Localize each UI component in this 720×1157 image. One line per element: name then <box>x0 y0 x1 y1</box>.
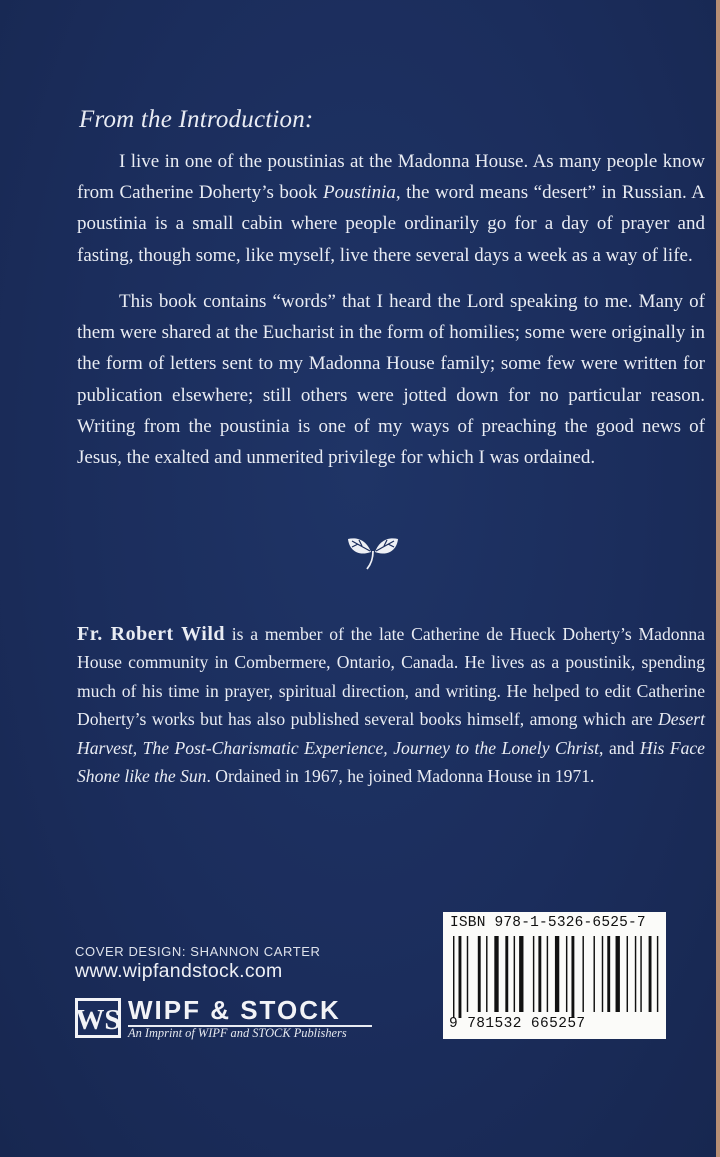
publisher-name: WIPF & STOCK <box>128 995 341 1025</box>
isbn-label: ISBN 978-1-5326-6525-7 <box>450 915 646 931</box>
leaf-ornament-icon <box>346 535 400 571</box>
intro-paragraph-2: This book contains “words” that I heard the Lord speaking to me. Many of them were shared at the Eucharist in the form of homilies; some were originally in the form of letters sent to my Madonna House family; some few were written for publication elsewhere; still others were jotted down for no particular reason. Writing from the poustinia is one of my ways of preaching the good news of Jesus, the exalted and unmerited privilege for which I was ordained. <box>77 291 705 469</box>
publisher-tagline: An Imprint of WIPF and STOCK Publishers <box>128 1026 347 1040</box>
barcode-digits: 9 781532 665257 <box>449 1016 586 1032</box>
intro-heading: From the Introduction: <box>79 106 314 133</box>
book-edge <box>716 0 720 1157</box>
publisher-website: www.wipfandstock.com <box>75 960 283 982</box>
author-name: Fr. Robert Wild <box>77 623 225 645</box>
author-bio-text: is a member of the late Catherine de Hueck Doherty’s Madonna House community in Combermere, Ontario, Canada. He lives as a poustinik, spending much of his time in prayer, spiritual direction, and writing. He helped to edit Catherine Doherty’s works but has also published several books himself, among which are Desert Harvest, The Post-Charismatic Experience, Journey to the Lonely Christ, and His Face Shone like the Sun. Ordained in 1967, he joined Madonna House in 1971. <box>77 624 705 787</box>
author-bio <box>77 620 705 790</box>
intro-paragraph-1: I live in one of the poustinias at the Madonna House. As many people know from Catherine Doherty’s book Poustinia, the word means “desert” in Russian. A poustinia is a small cabin where people ordinarily go for a day of prayer and fasting, though some, like myself, live there several days a week as a way of life. <box>77 151 706 266</box>
isbn-barcode <box>443 912 666 1039</box>
publisher-logo <box>74 997 122 1039</box>
publisher-logo-text: WS <box>75 1004 121 1036</box>
cover-design-credit: COVER DESIGN: SHANNON CARTER <box>75 944 321 959</box>
